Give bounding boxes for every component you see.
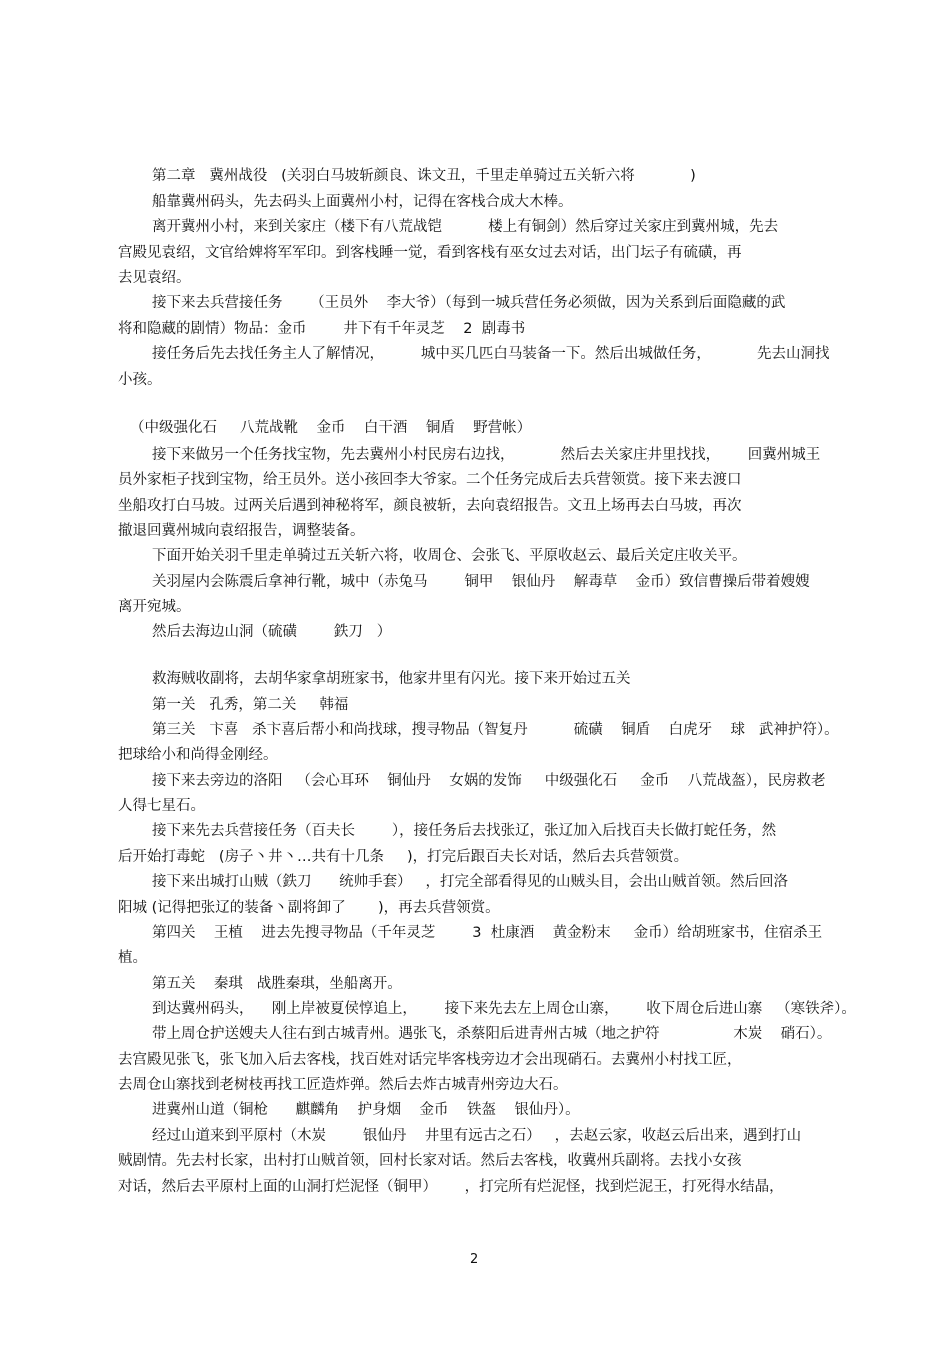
text-line: 员外家柜子找到宝物，给王员外。送小孩回李大爷家。二个任务完成后去兵营领赏。接下来去渡口 [118,472,742,488]
text-line: 关羽屋内会陈震后拿神行靴，城中（赤兔马 铜甲 银仙丹 解毒草 金币）致信曹操后带着嫂嫂 [152,574,810,590]
text-line: 去见袁绍。 [118,270,191,286]
text-line: 到达冀州码头， 刚上岸被夏侯惇追上， 接下来先去左上周仓山寨， 收下周仓后进山寨 （寒铁斧）。 [152,1001,856,1017]
text-line: 离开宛城。 [118,599,191,615]
text-line: 把球给小和尚得金刚经。 [118,747,278,763]
text-line: 对话，然后去平原村上面的山洞打烂泥怪（铜甲） ，打完所有烂泥怪，找到烂泥王，打死得水结晶， [118,1179,784,1195]
text-line: 接下来做另一个任务找宝物，先去冀州小村民房右边找， 然后去关家庄井里找找， 回冀州城王 [152,447,821,463]
text-line: 贼剧情。先去村长家，出村打山贼首领，回村长家对话。然后去客栈，收冀州兵副将。去找小女孩 [118,1153,742,1169]
text-line: 去宫殿见张飞，张飞加入后去客栈，找百姓对话完毕客栈旁边才会出现硝石。去冀州小村找工匠， [118,1052,742,1068]
text-line: 撤退回冀州城向袁绍报告，调整装备。 [118,523,365,539]
text-line: 进冀州山道（铜枪 麒麟角 护身烟 金币 铁盔 银仙丹）。 [152,1102,580,1118]
text-line: 带上周仓护送嫂夫人往右到古城青州。遇张飞，杀蔡阳后进青州古城（地之护符 木炭 硝石）。 [152,1026,832,1042]
chapter-heading: 第二章 冀州战役 (关羽白马坡斩颜良、诛文丑，千里走单骑过五关斩六将 ) [152,168,696,184]
text-line: 第三关 卞喜 杀卞喜后帮小和尚找球，搜寻物品（智复丹 硫磺 铜盾 白虎牙 球 武神护符）。 [152,722,839,738]
text-line: 去周仓山寨找到老树枝再找工匠造炸弹。然后去炸古城青州旁边大石。 [118,1077,568,1093]
text-line: 人得七星石。 [118,798,205,814]
text-line: 救海贼收副将，去胡华家拿胡班家书，他家井里有闪光。接下来开始过五关 [152,671,631,687]
text-line: 下面开始关羽千里走单骑过五关斩六将，收周仓、会张飞、平原收赵云、最后关定庄收关平。 [152,548,747,564]
page-number: 2 [470,1252,479,1267]
text-line: 坐船攻打白马坡。过两关后遇到神秘将军，颜良被斩，去向袁绍报告。文丑上场再去白马坡，再次 [118,498,742,514]
text-line: 第一关 孔秀，第二关 韩福 [152,697,349,713]
text-line: 离开冀州小村，来到关家庄（楼下有八荒战铠 楼上有铜剑）然后穿过关家庄到冀州城，先去 [152,219,779,235]
text-line: 第五关 秦琪 战胜秦琪，坐船离开。 [152,976,402,992]
text-line: 阳城 (记得把张辽的装备丶副将卸了 )，再去兵营领赏。 [118,900,500,916]
text-line: 将和隐藏的剧情）物品：金币 井下有千年灵芝 2 剧毒书 [118,321,526,337]
text-line: 第四关 王植 进去先搜寻物品（千年灵芝 3 杜康酒 黄金粉末 金币）给胡班家书，住宿杀王 [152,925,823,941]
text-line: 然后去海边山洞（硫磺 鉄刀 ） [152,624,392,640]
text-line: 经过山道来到平原村（木炭 银仙丹 井里有远古之石） ，去赵云家，收赵云后出来，遇到打山 [152,1128,802,1144]
text-line: 接下来出城打山贼（鉄刀 统帅手套） ，打完全部看得见的山贼头目，会出山贼首领。然后回洛 [152,874,788,890]
text-line: 接下来去旁边的洛阳 （会心耳环 铜仙丹 女娲的发饰 中级强化石 金币 八荒战盔），民房救老 [152,773,826,789]
text-line: 后开始打毒蛇 (房子丶井丶…共有十几条 )，打完后跟百夫长对话，然后去兵营领赏。 [118,849,689,865]
text-line: 接下来去兵营接任务 （王员外 李大爷）（每到一城兵营任务必须做，因为关系到后面隐藏的武 [152,295,786,311]
text-line: 植。 [118,950,147,966]
text-line: 小孩。 [118,372,162,388]
text-line: 船靠冀州码头，先去码头上面冀州小村，记得在客栈合成大木棒。 [152,194,573,210]
text-line: 接任务后先去找任务主人了解情况， 城中买几匹白马装备一下。然后出城做任务， 先去山洞找 [152,346,830,362]
text-line: 接下来先去兵营接任务（百夫长 ），接任务后去找张辽，张辽加入后找百夫长做打蛇任务，然 [152,823,777,839]
text-line: （中级强化石 八荒战靴 金币 白干酒 铜盾 野营帐） [130,420,532,436]
text-line: 宫殿见袁绍，文官给婢将军军印。到客栈睡一觉，看到客栈有巫女过去对话，出门坛子有硫磺，再 [118,245,742,261]
